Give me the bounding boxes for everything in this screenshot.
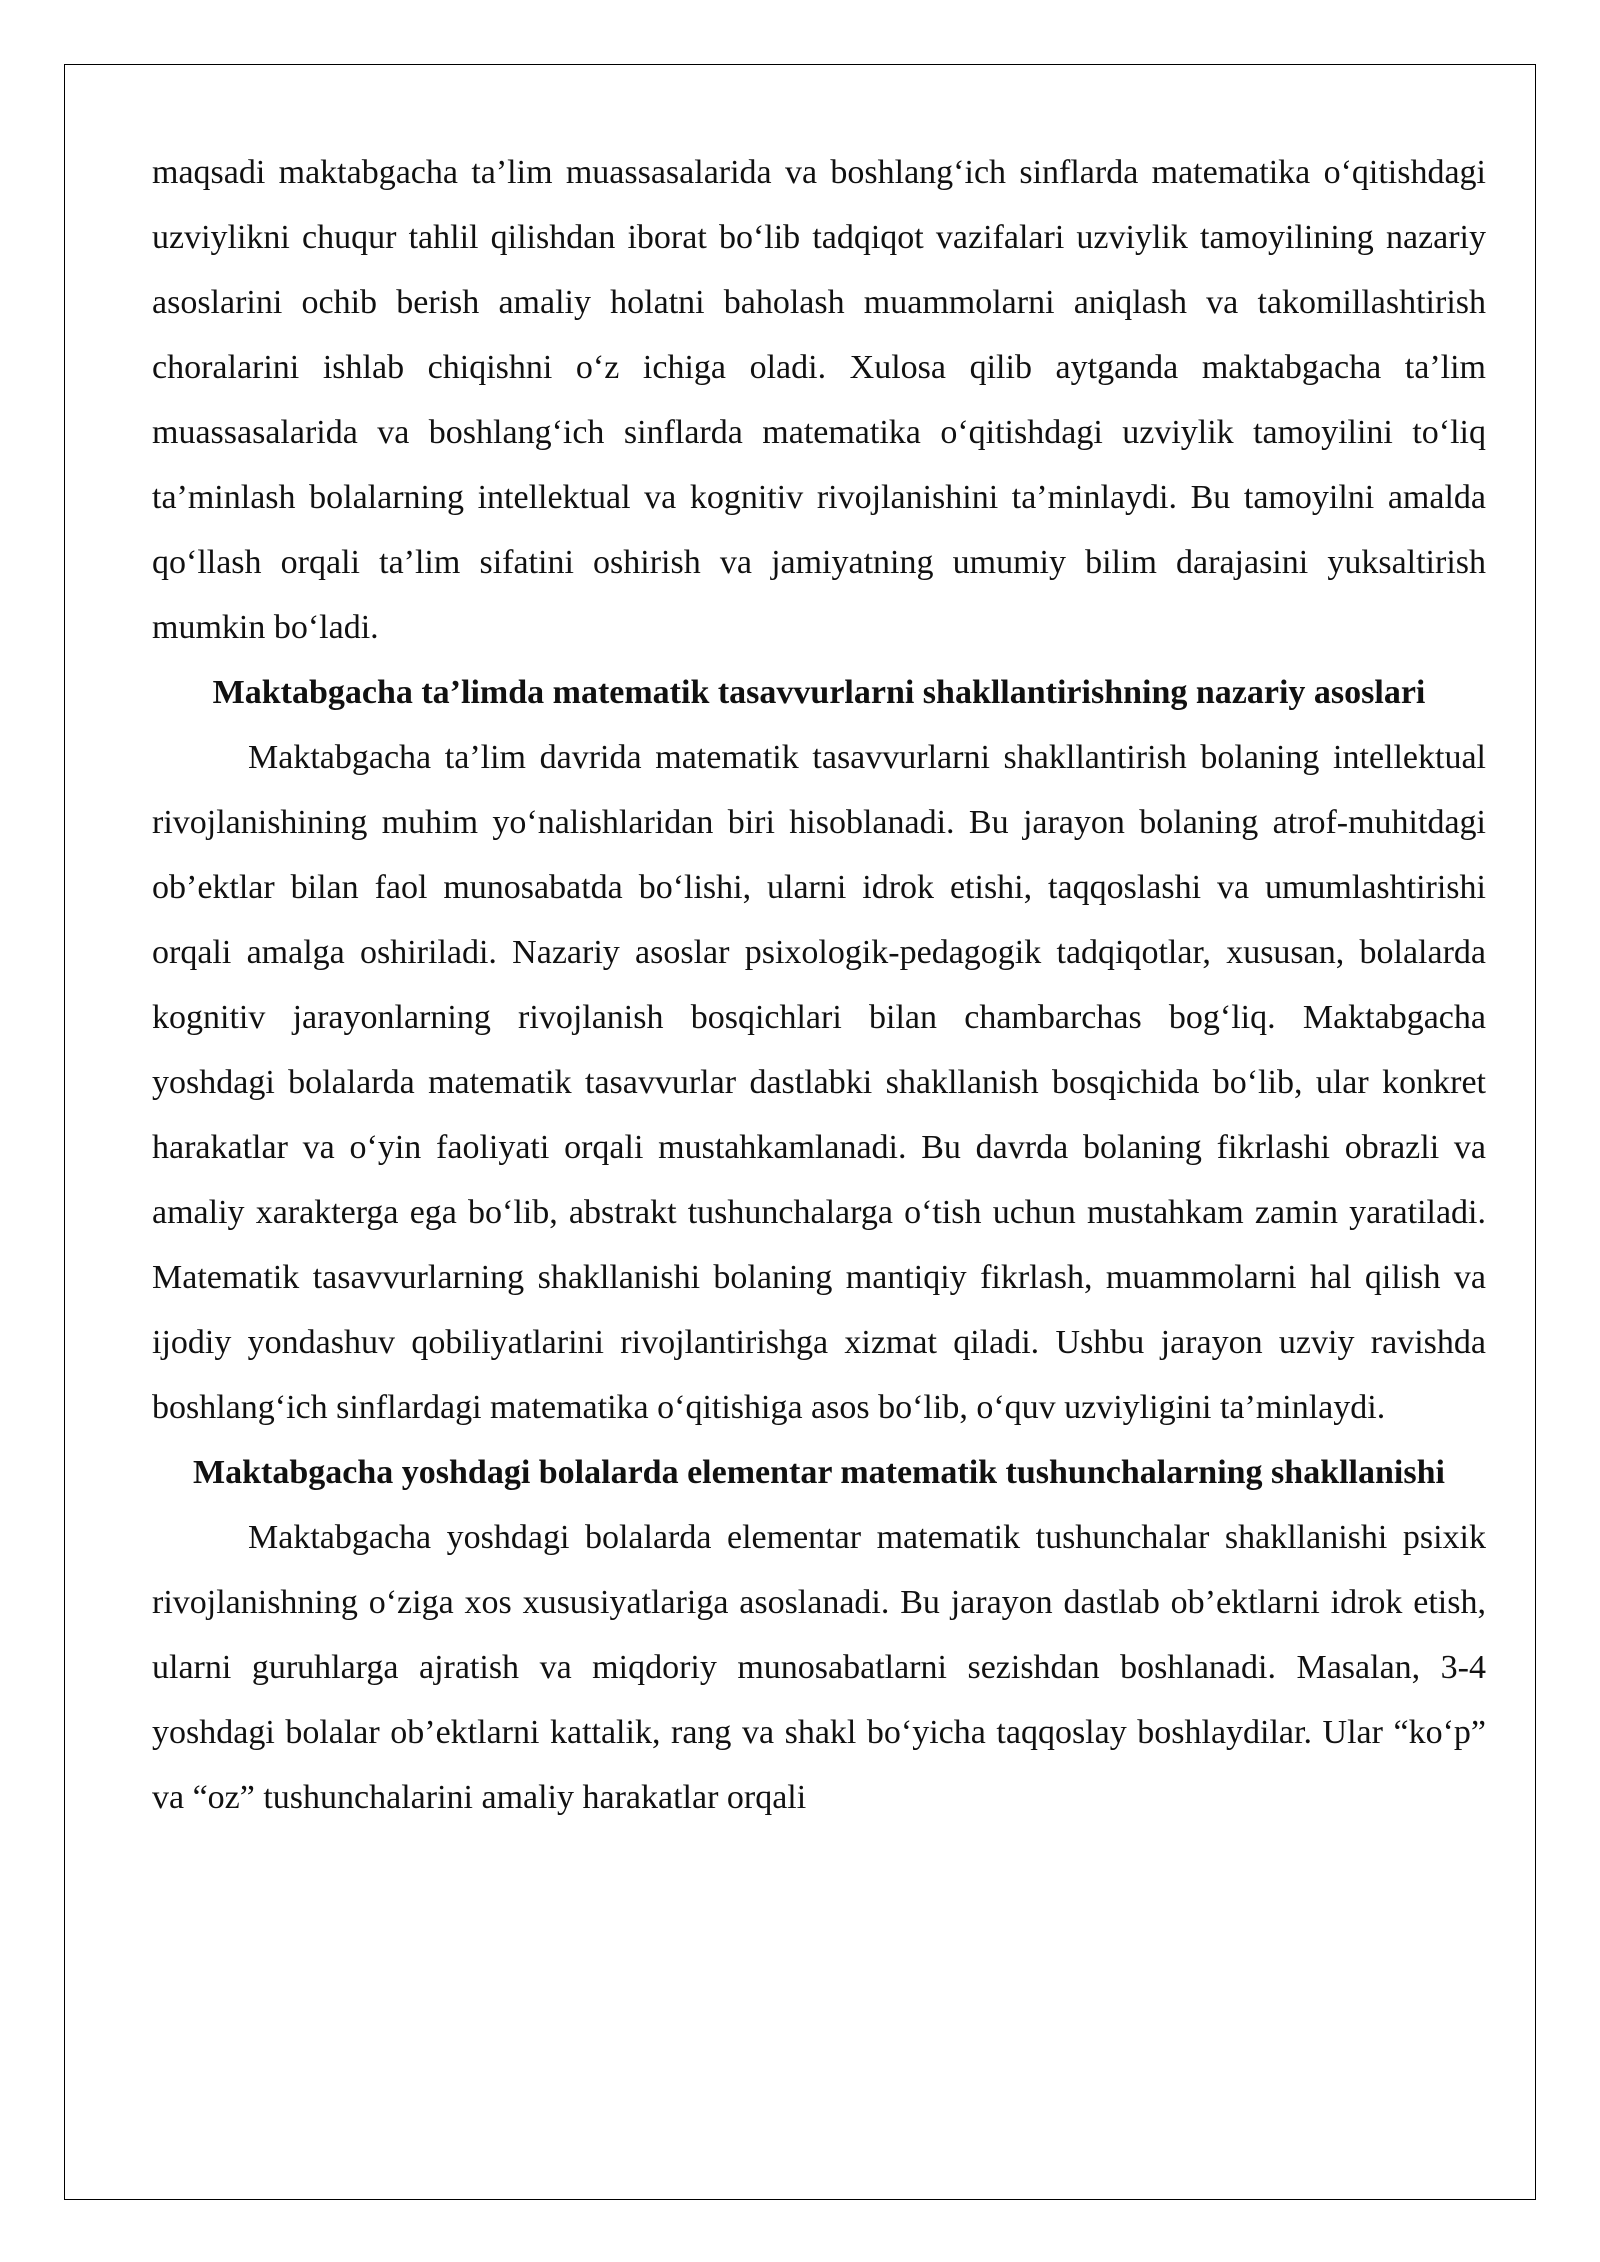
paragraph-conclusion: maqsadi maktabgacha ta’lim muassasalarida va boshlang‘ich sinflarda matematika o‘qitishdagi uzviylikni chuqur tahlil qilishdan iborat bo‘lib tadqiqot vazifalari uzviylik tamoyilining nazariy asoslarini ochib berish amaliy holatni baholash muammolarni aniqlash va takomillashtirish choralarini ishlab chiqishni o‘z ichiga oladi. Xulosa qilib aytganda maktabgacha ta’lim muassasalarida va boshlang‘ich sinflarda matematika o‘qitishdagi uzviylik tamoyilini to‘liq ta’minlash bolalarning intellektual va kognitiv rivojlanishini ta’minlaydi. Bu tamoyilni amalda qo‘llash orqali ta’lim sifatini oshirish va jamiyatning umumiy bilim darajasini yuksaltirish mumkin bo‘ladi.	[152, 154, 1486, 646]
section-heading-elementary-concepts: Maktabgacha yoshdagi bolalarda elementar matematik tushunchalarning shakllanishi	[193, 1454, 1445, 1491]
paragraph-elementary-concepts: Maktabgacha yoshdagi bolalarda elementar matematik tushunchalar shakllanishi psixik rivojlanishning o‘ziga xos xususiyatlariga asoslanadi. Bu jarayon dastlab ob’ektlarni idrok etish, ularni guruhlarga ajratish va miqdoriy munosabatlarni sezishdan boshlanadi. Masalan, 3-4 yoshdagi bolalar ob’ektlarni kattalik, rang va shakl bo‘yicha taqqoslay boshlaydilar. Ular “ko‘p” va “oz” tushunchalarini amaliy harakatlar orqali	[152, 1519, 1486, 1816]
section-heading-theoretical-foundations: Maktabgacha ta’limda matematik tasavvurlarni shakllantirishning nazariy asoslari	[212, 674, 1426, 711]
document-body	[152, 140, 1486, 1830]
paragraph-theoretical-foundations: Maktabgacha ta’lim davrida matematik tasavvurlarni shakllantirish bolaning intellektual rivojlanishining muhim yo‘nalishlaridan biri hisoblanadi. Bu jarayon bolaning atrof-muhitdagi ob’ektlar bilan faol munosabatda bo‘lishi, ularni idrok etishi, taqqoslashi va umumlashtirishi orqali amalga oshiriladi. Nazariy asoslar psixologik-pedagogik tadqiqotlar, xususan, bolalarda kognitiv jarayonlarning rivojlanish bosqichlari bilan chambarchas bog‘liq. Maktabgacha yoshdagi bolalarda matematik tasavvurlar dastlabki shakllanish bosqichida bo‘lib, ular konkret harakatlar va o‘yin faoliyati orqali mustahkamlanadi. Bu davrda bolaning fikrlashi obrazli va amaliy xarakterga ega bo‘lib, abstrakt tushunchalarga o‘tish uchun mustahkam zamin yaratiladi. Matematik tasavvurlarning shakllanishi bolaning mantiqiy fikrlash, muammolarni hal qilish va ijodiy yondashuv qobiliyatlarini rivojlantirishga xizmat qiladi. Ushbu jarayon uzviy ravishda boshlang‘ich sinflardagi matematika o‘qitishiga asos bo‘lib, o‘quv uzviyligini ta’minlaydi.	[152, 739, 1486, 1426]
